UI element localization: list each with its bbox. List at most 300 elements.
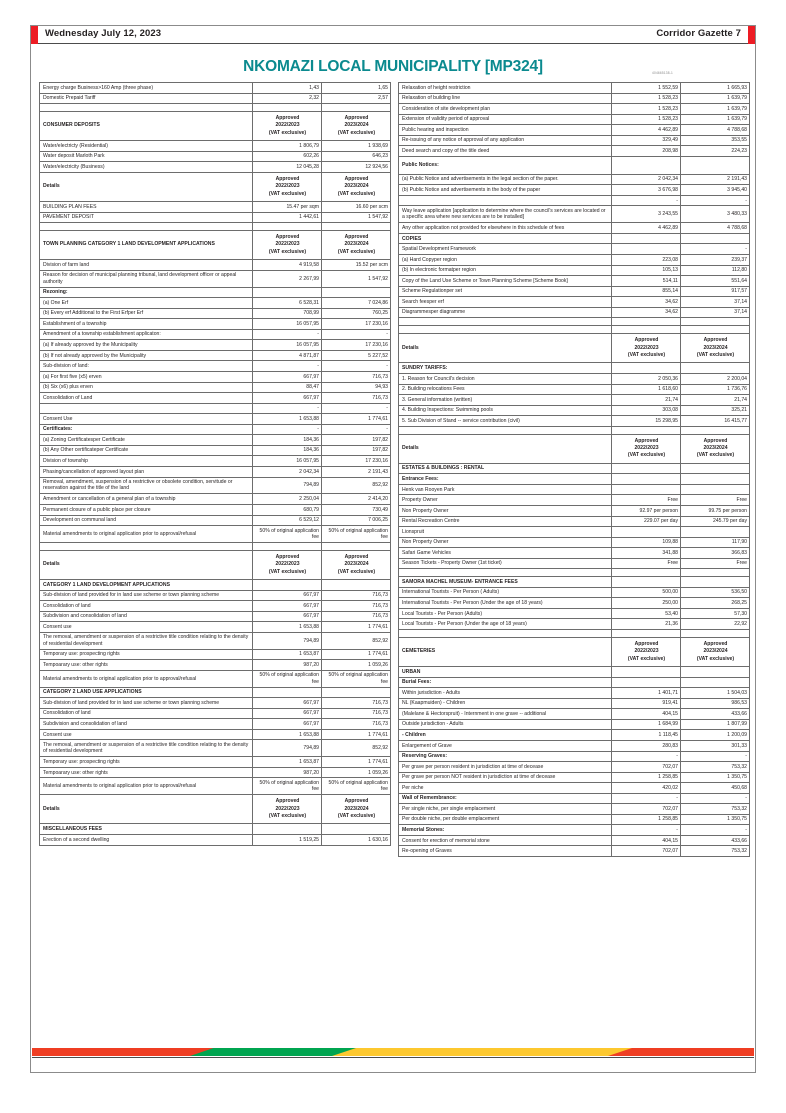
fee-value-2023: 366,83	[681, 548, 750, 559]
year-label: 2023/2024	[344, 122, 369, 129]
fee-description-cell	[40, 729, 253, 740]
fee-description: COPIES	[402, 235, 422, 242]
fee-description-cell	[40, 350, 253, 361]
fee-description: Henk van Rooyen Park	[402, 486, 455, 493]
fee-value-2022	[612, 363, 681, 374]
table-row	[399, 495, 750, 506]
approved-label: Approved	[344, 175, 369, 182]
table-row-spacer	[399, 426, 750, 434]
fee-value-2022: 21,36	[612, 619, 681, 630]
fee-value-2022: 184,36	[253, 445, 322, 456]
approved-label: Approved	[634, 641, 659, 648]
column-header-2023	[322, 112, 391, 141]
table-row	[40, 494, 391, 505]
fee-value-2023: 197,82	[322, 445, 391, 456]
fee-value-2022: 88,47	[253, 382, 322, 393]
year-label: 2023/2024	[703, 445, 728, 452]
title-block	[31, 44, 755, 80]
table-row	[399, 195, 750, 206]
column-header-2022	[612, 334, 681, 363]
fee-description: International Tourists - Per Person ( Adults)	[402, 589, 500, 596]
fee-description: PAVEMENT DEPOSIT	[43, 214, 94, 221]
table-header-row	[399, 434, 750, 463]
fee-value-2023: 1 774,61	[322, 729, 391, 740]
fee-description: 3. General information (written)	[402, 396, 473, 403]
fee-value-2022: 4 919,58	[253, 260, 322, 271]
fee-description-cell	[40, 778, 253, 795]
fee-description-cell	[40, 670, 253, 687]
table-row	[40, 445, 391, 456]
fee-value-2023: 1 736,76	[681, 384, 750, 395]
sub-label: per diagramme	[430, 309, 466, 316]
fee-value-2022: 1 401,71	[612, 688, 681, 699]
fee-value-2023: 1 807,99	[681, 719, 750, 730]
fee-value-2023: 22,92	[681, 619, 750, 630]
table-row	[399, 206, 750, 223]
fee-description-cell	[399, 677, 612, 688]
fee-description-cell	[399, 297, 612, 308]
fee-value-2023: 1 774,61	[322, 414, 391, 425]
fee-description: (b) Public Notice and advertisements in the body of the paper	[402, 186, 541, 193]
fee-description-cell	[40, 201, 253, 212]
fee-value-2023	[322, 687, 391, 698]
fee-description-cell	[40, 649, 253, 660]
table-row	[399, 537, 750, 548]
fee-description-cell	[40, 319, 253, 330]
fee-description: SUNDRY TARIFFS:	[402, 365, 448, 372]
year-label: 2023/2024	[344, 183, 369, 190]
fee-description-cell	[40, 151, 253, 162]
fee-value-2022	[253, 824, 322, 835]
fee-description-cell	[40, 580, 253, 591]
fee-value-2022: 1 528,23	[612, 93, 681, 104]
fee-value-2022: 1 618,60	[612, 384, 681, 395]
fee-description-cell	[399, 667, 612, 678]
fee-value-2023	[322, 824, 391, 835]
fee-description: Reason for decision of municipal planning tribunal, land development officer or appeal authority	[43, 272, 237, 285]
fee-value-2022: 987,20	[253, 660, 322, 671]
fee-value-2022: 4 871,87	[253, 350, 322, 361]
fee-description-cell	[399, 416, 612, 427]
table-row	[40, 414, 391, 425]
fee-value-2022: 708,99	[253, 308, 322, 319]
spacer-cell	[681, 426, 750, 434]
fee-description-cell	[40, 435, 253, 446]
fee-value-2022: 500,00	[612, 587, 681, 598]
approved-label: Approved	[275, 553, 300, 560]
fee-value-2022: 341,88	[612, 548, 681, 559]
vat-label: (VAT exclusive)	[337, 129, 376, 136]
fee-value-2022: 208,98	[612, 146, 681, 157]
table-row	[399, 740, 750, 751]
fee-description-cell	[399, 762, 612, 773]
fee-value-2022: 92.97 per person	[612, 506, 681, 517]
table-row	[399, 751, 750, 762]
fee-value-2023: 1 200,09	[681, 730, 750, 741]
fee-value-2022: 53,40	[612, 608, 681, 619]
fee-description-cell	[40, 93, 253, 104]
fee-description: The removal, amendment or suspension of a restrictive title condition relating to the density of residential development	[43, 742, 249, 755]
fee-description: Consolidation of land	[43, 602, 91, 609]
fee-value-2022: 250,00	[612, 598, 681, 609]
fee-value-2023: 37,14	[681, 307, 750, 318]
table-row	[399, 114, 750, 125]
fee-value-2023: 716,73	[322, 708, 391, 719]
table-row	[40, 456, 391, 467]
fee-value-2023	[681, 577, 750, 588]
table-row-spacer	[40, 542, 391, 550]
fee-value-2022: 667,97	[253, 393, 322, 404]
fee-value-2022: 1 806,79	[253, 141, 322, 152]
fee-description-cell	[399, 83, 612, 94]
column-header-2022	[253, 172, 322, 201]
fee-value-2022: 602,26	[253, 151, 322, 162]
fee-description-cell	[40, 414, 253, 425]
fee-value-2022: -	[253, 329, 322, 340]
table-row	[399, 416, 750, 427]
fee-description-cell	[399, 156, 612, 174]
fees-table-right	[398, 82, 750, 857]
flag-yellow-stripe	[332, 1048, 632, 1056]
fee-description-cell	[399, 688, 612, 699]
year-label: 2022/2023	[634, 648, 659, 655]
fee-description: Search fees	[402, 298, 430, 305]
fee-value-2023	[681, 363, 750, 374]
table-row	[40, 740, 391, 757]
vat-label: (VAT exclusive)	[268, 568, 307, 575]
fee-description-cell	[399, 537, 612, 548]
column-header-2023	[681, 434, 750, 463]
fee-description-cell	[399, 307, 612, 318]
fee-description: Water/electricty (Residential)	[43, 142, 108, 149]
fee-value-2023: 325,21	[681, 405, 750, 416]
fee-value-2022: 6 529,12	[253, 515, 322, 526]
fee-value-2022: 21,74	[612, 395, 681, 406]
fee-value-2022: 3 243,55	[612, 206, 681, 223]
spacer-cell	[40, 104, 253, 112]
fee-description: Deed search and copy of the title deed	[402, 147, 490, 154]
fee-description-cell	[40, 515, 253, 526]
fee-value-2022: 919,41	[612, 698, 681, 709]
fee-value-2023: 986,53	[681, 698, 750, 709]
fee-value-2023	[322, 287, 391, 298]
fee-description-cell	[399, 793, 612, 804]
fee-description-cell	[399, 709, 612, 720]
fee-value-2022	[253, 580, 322, 591]
table-row-spacer	[399, 630, 750, 638]
fee-value-2022: 2 042,34	[253, 466, 322, 477]
fee-value-2022: -	[612, 825, 681, 836]
fee-value-2022: 1 258,85	[612, 772, 681, 783]
table-row	[40, 308, 391, 319]
fee-description-cell	[399, 740, 612, 751]
year-label: 2022/2023	[275, 805, 300, 812]
table-row	[40, 393, 391, 404]
fee-description: Per niche	[402, 784, 424, 791]
fee-value-2023: 2 414,20	[322, 494, 391, 505]
fee-value-2023: 117,90	[681, 537, 750, 548]
fee-description: Amendment of a township establishment applicaton:	[43, 331, 161, 338]
fee-value-2023: 716,73	[322, 393, 391, 404]
fee-description: Consent Use	[43, 415, 73, 422]
fee-description-cell	[399, 363, 612, 374]
fee-value-2022: 855,14	[612, 286, 681, 297]
spacer-cell	[612, 630, 681, 638]
year-label: 2022/2023	[275, 122, 300, 129]
table-row	[40, 270, 391, 287]
fee-value-2022: 1 528,23	[612, 114, 681, 125]
table-row	[399, 825, 750, 836]
fee-description: (a) One Erf	[43, 299, 69, 306]
table-row	[40, 201, 391, 212]
fee-value-2022: 184,36	[253, 435, 322, 446]
sub-label: per region	[452, 267, 476, 274]
fee-description: Per grave per person NOT resident in jurisdiction at time of decease	[402, 774, 556, 781]
vat-label: (VAT exclusive)	[627, 655, 666, 662]
table-row	[399, 587, 750, 598]
fee-value-2023: 21,74	[681, 395, 750, 406]
fee-description: 5. Sub Division of Stand -- service contribution (civil)	[402, 417, 520, 424]
fee-value-2023: 37,14	[681, 297, 750, 308]
fee-description: Lionspruit	[402, 528, 425, 535]
fee-value-2022: 1 653,88	[253, 622, 322, 633]
fee-value-2023	[681, 677, 750, 688]
fee-description-cell	[399, 384, 612, 395]
fee-value-2023: 7 024,86	[322, 298, 391, 309]
fee-value-2023: 2 200,04	[681, 373, 750, 384]
approved-label: Approved	[344, 553, 369, 560]
fee-value-2022: 1 519,25	[253, 835, 322, 846]
fee-description: Domestic Prepaid Tariff	[43, 95, 96, 102]
fee-value-2022: 1 552,59	[612, 83, 681, 94]
fee-description: Material amendments to original application prior to approval/refusal	[43, 675, 197, 682]
approved-label: Approved	[344, 115, 369, 122]
fee-value-2022: 280,83	[612, 740, 681, 751]
fee-description-cell	[40, 767, 253, 778]
fee-description: Water deposit Marloth Park	[43, 153, 105, 160]
fee-value-2023: 716,73	[322, 719, 391, 730]
year-label: 2023/2024	[703, 648, 728, 655]
fee-description: Certificates:	[43, 426, 73, 433]
fee-description: Local Tourists - Per Person (Adults)	[402, 610, 483, 617]
fee-value-2023: 5 227,52	[322, 350, 391, 361]
sub-label: >160 Amp (three phase)	[98, 84, 154, 91]
publication-name: Corridor Gazette 7	[656, 28, 741, 39]
table-row-spacer	[40, 223, 391, 231]
fee-description-cell	[40, 308, 253, 319]
column-header-2023	[322, 795, 391, 824]
spacer-cell	[399, 569, 612, 577]
fee-value-2023: 1 639,79	[681, 93, 750, 104]
table-row	[399, 688, 750, 699]
fee-value-2023: 433,66	[681, 835, 750, 846]
table-row	[40, 141, 391, 152]
fee-value-2023: 3 945,40	[681, 185, 750, 196]
fee-description-cell	[40, 740, 253, 757]
fee-description: Energy charge Business	[43, 84, 99, 91]
table-row	[399, 265, 750, 276]
fee-description: Consent use	[43, 623, 72, 630]
table-row	[40, 504, 391, 515]
table-row	[399, 608, 750, 619]
fee-description: 4. Building Inspections: Swimming pools	[402, 407, 493, 414]
table-row	[399, 395, 750, 406]
fee-description: Consolidation of land	[43, 710, 91, 717]
fee-value-2023: 1 059,26	[322, 767, 391, 778]
fee-value-2022: 514,11	[612, 276, 681, 287]
approved-label: Approved	[344, 798, 369, 805]
spacer-cell	[612, 569, 681, 577]
table-header-row	[399, 334, 750, 363]
fee-value-2023: 57,30	[681, 608, 750, 619]
vat-label: (VAT exclusive)	[268, 190, 307, 197]
spacer-cell	[399, 426, 612, 434]
fee-description: (b) Six (x6) plus erven	[43, 384, 93, 391]
fee-value-2022	[253, 687, 322, 698]
section-title-cell: CONSUMER DEPOSITS	[40, 112, 253, 141]
fee-value-2023: 536,50	[681, 587, 750, 598]
fee-description-cell	[40, 212, 253, 223]
table-row	[399, 297, 750, 308]
fee-description-cell	[399, 125, 612, 136]
table-row	[399, 83, 750, 94]
fee-description-cell	[40, 698, 253, 709]
table-row	[399, 814, 750, 825]
fee-value-2022: 1 118,45	[612, 730, 681, 741]
fee-value-2022: 667,97	[253, 601, 322, 612]
fee-description: Temporary use: prospecting rights	[43, 651, 120, 658]
fee-description: Division of farm land	[43, 261, 90, 268]
fee-value-2023: 3 480,33	[681, 206, 750, 223]
fee-description-cell	[399, 495, 612, 506]
section-title-cell: Details	[399, 434, 612, 463]
fee-value-2022: 1 684,99	[612, 719, 681, 730]
fee-value-2023: 1 504,03	[681, 688, 750, 699]
vat-label: (VAT exclusive)	[268, 813, 307, 820]
fee-description: Permanent closure of a public place per closure	[43, 506, 151, 513]
table-row	[399, 598, 750, 609]
table-row	[399, 363, 750, 374]
fee-value-2023: 917,57	[681, 286, 750, 297]
fee-value-2022: 4 462,89	[612, 125, 681, 136]
table-row	[40, 515, 391, 526]
year-label: 2022/2023	[275, 241, 300, 248]
fee-description-cell	[40, 424, 253, 435]
fee-description-cell	[40, 601, 253, 612]
fee-description-cell	[399, 233, 612, 244]
fee-description-cell	[399, 804, 612, 815]
table-row	[40, 632, 391, 649]
table-row	[40, 260, 391, 271]
fee-value-2023	[681, 233, 750, 244]
year-label: 2022/2023	[634, 344, 659, 351]
fee-value-2023: 268,25	[681, 598, 750, 609]
fee-value-2023	[681, 156, 750, 174]
table-row	[399, 835, 750, 846]
fee-description: Relaxation of building line	[402, 95, 461, 102]
fee-value-2023	[322, 580, 391, 591]
vat-label: (VAT exclusive)	[337, 248, 376, 255]
fee-description-cell	[399, 516, 612, 527]
flag-footer-bar	[32, 1046, 754, 1058]
fee-value-2022: 3 676,98	[612, 185, 681, 196]
table-row	[40, 287, 391, 298]
fee-description: Local Tourists - Per Person (Under the age of 18 years)	[402, 621, 527, 628]
fee-description: ESTATES & BUILDINGS : RENTAL	[402, 465, 485, 472]
fee-value-2022: 223,08	[612, 255, 681, 266]
table-header-row	[40, 795, 391, 824]
approved-label: Approved	[634, 337, 659, 344]
fee-description: (a) Public Notice and advertisements in the legal section of the paper.	[402, 176, 559, 183]
fee-value-2022: 1 653,88	[253, 414, 322, 425]
spacer-cell	[322, 104, 391, 112]
fee-value-2023: 852,92	[322, 632, 391, 649]
spacer-cell	[322, 542, 391, 550]
table-header-row	[40, 172, 391, 201]
publication-date: Wednesday July 12, 2023	[45, 28, 162, 39]
fee-description: Phasing/cancellation of approved layout plan	[43, 468, 145, 475]
fee-value-2023	[681, 667, 750, 678]
table-row	[40, 601, 391, 612]
fee-value-2023: 730,49	[322, 504, 391, 515]
fee-description-cell	[40, 824, 253, 835]
column-header-2023	[681, 638, 750, 667]
year-label: 2023/2024	[344, 805, 369, 812]
fee-description-cell	[40, 260, 253, 271]
fee-value-2022	[612, 156, 681, 174]
fee-description: Removal, amendment, suspension of a restrictive or obsolete condition, servitude or reservation against the title of the land	[43, 479, 233, 492]
fee-description: Consent for erection of memorial stone	[402, 837, 490, 844]
fee-description: Non Property Owner	[402, 539, 449, 546]
table-row	[399, 677, 750, 688]
table-row	[399, 244, 750, 255]
fee-value-2023: -	[322, 403, 391, 414]
fee-value-2023: 551,64	[681, 276, 750, 287]
table-row	[399, 783, 750, 794]
fee-value-2023: 4 788,68	[681, 223, 750, 234]
fee-value-2023: 1 547,92	[322, 212, 391, 223]
table-row	[40, 590, 391, 601]
fee-description-cell	[399, 548, 612, 559]
table-row	[40, 660, 391, 671]
section-title-cell: CEMETERIES	[399, 638, 612, 667]
table-row	[399, 135, 750, 146]
fee-description-cell	[399, 619, 612, 630]
fee-description: Relaxation of height restriction	[402, 84, 471, 91]
column-header-2022	[253, 112, 322, 141]
fee-value-2022: 794,89	[253, 740, 322, 757]
fee-description-cell	[399, 373, 612, 384]
two-column-body	[39, 82, 749, 857]
fee-description: MISCELLANEOUS FEES	[43, 826, 102, 833]
approved-label: Approved	[344, 234, 369, 241]
fee-value-2023	[681, 474, 750, 485]
fee-description-cell	[399, 146, 612, 157]
fee-description-cell	[40, 504, 253, 515]
fee-description-cell	[40, 687, 253, 698]
column-header-2023	[681, 334, 750, 363]
table-row-spacer	[399, 318, 750, 326]
fee-value-2023: 716,73	[322, 590, 391, 601]
fee-value-2022: 1 442,61	[253, 212, 322, 223]
fee-value-2023: 245.79 per day	[681, 516, 750, 527]
fee-description: Public Notices:	[402, 162, 439, 169]
column-header-2022	[612, 434, 681, 463]
fee-value-2022: Free	[612, 495, 681, 506]
fee-value-2022: 667,97	[253, 719, 322, 730]
approved-label: Approved	[275, 175, 300, 182]
section-title-cell: Details	[40, 172, 253, 201]
